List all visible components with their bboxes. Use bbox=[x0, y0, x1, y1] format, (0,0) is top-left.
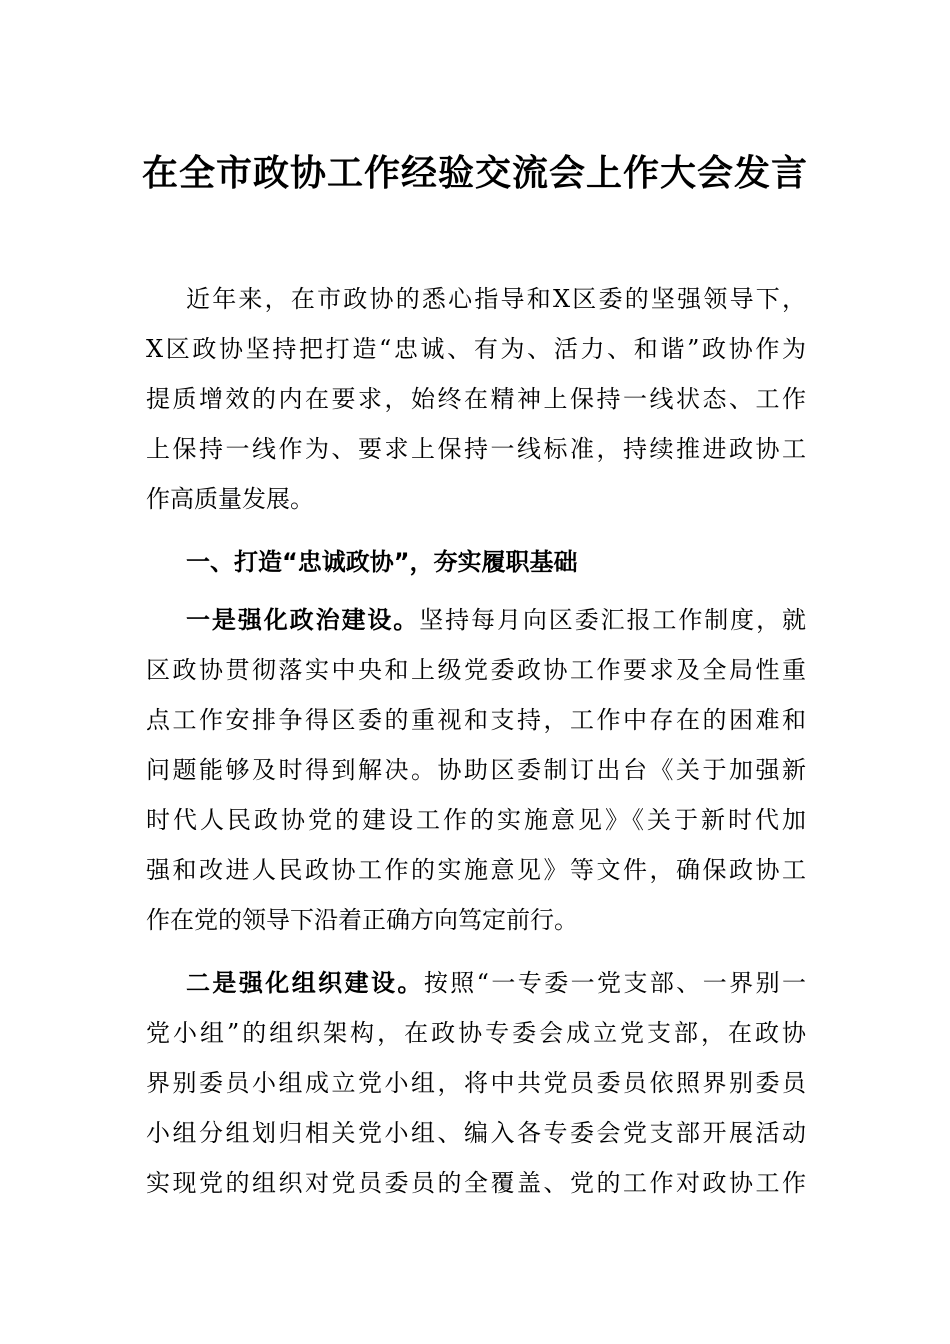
paragraph-line: X区政协坚持把打造“忠诚、有为、活力、和谐”政协作为 bbox=[146, 335, 806, 363]
document-title: 在全市政协工作经验交流会上作大会发言 bbox=[141, 152, 808, 194]
political-building-paragraph bbox=[146, 595, 806, 945]
paragraph-line: 点工作安排争得区委的重视和支持，工作中存在的困难和 bbox=[146, 706, 806, 734]
paragraph-line: 实现党的组织对党员委员的全覆盖、党的工作对政协工作 bbox=[146, 1169, 806, 1197]
paragraph-text: 坚持每月向区委汇报工作制度，就 bbox=[419, 606, 807, 634]
paragraph-first-line bbox=[146, 595, 806, 645]
paragraph-line: 党小组”的组织架构，在政协专委会成立党支部，在政协 bbox=[146, 1019, 806, 1047]
paragraph-first-line bbox=[146, 958, 806, 1008]
paragraph-line: 作高质量发展。 bbox=[146, 485, 314, 513]
paragraph-line: 时代人民政协党的建设工作的实施意见》《关于新时代加 bbox=[146, 806, 806, 834]
paragraph-line: 区政协贯彻落实中央和上级党委政协工作要求及全局性重 bbox=[146, 656, 806, 684]
paragraph-line: 界别委员小组成立党小组，将中共党员委员依照界别委员 bbox=[146, 1069, 806, 1097]
paragraph-line: 小组分组划归相关党小组、编入各专委会党支部开展活动 bbox=[146, 1119, 806, 1147]
paragraph-line: 提质增效的内在要求，始终在精神上保持一线状态、工作 bbox=[146, 385, 806, 413]
section-heading: 一、打造“忠诚政协”，夯实履职基础 bbox=[186, 548, 578, 576]
paragraph-line: 上保持一线作为、要求上保持一线标准，持续推进政协工 bbox=[146, 435, 806, 463]
organization-building-paragraph bbox=[146, 958, 806, 1208]
paragraph-lead: 二是强化组织建设。 bbox=[186, 968, 424, 997]
paragraph-line: 强和改进人民政协工作的实施意见》等文件，确保政协工 bbox=[146, 856, 806, 884]
intro-paragraph bbox=[146, 274, 806, 524]
paragraph-line: 作在党的领导下沿着正确方向笃定前行。 bbox=[146, 906, 578, 934]
paragraph-line: 问题能够及时得到解决。协助区委制订出台《关于加强新 bbox=[146, 756, 806, 784]
paragraph-text: 按照“一专委一党支部、一界别一 bbox=[423, 969, 806, 997]
paragraph-lead: 一是强化政治建设。 bbox=[186, 605, 420, 634]
section-heading-wrap bbox=[146, 537, 806, 587]
paragraph-line: 近年来，在市政协的悉心指导和X区委的坚强领导下， bbox=[186, 285, 806, 313]
